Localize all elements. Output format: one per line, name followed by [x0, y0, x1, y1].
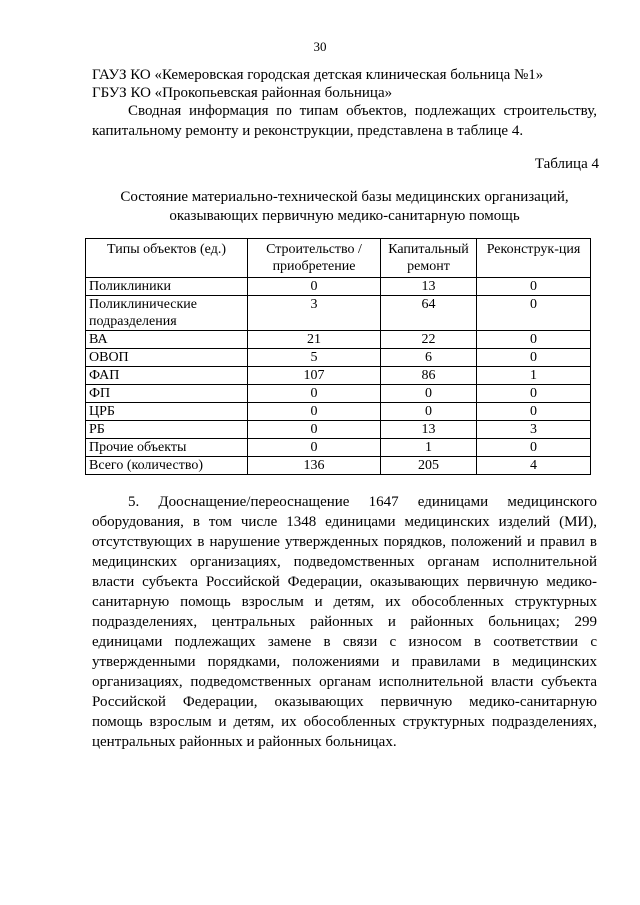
cell-construction: 0 — [248, 403, 381, 421]
org-line-2: ГБУЗ КО «Прокопьевская районная больница» — [92, 85, 393, 101]
table-body — [86, 278, 591, 475]
cell-repair: 13 — [381, 421, 477, 439]
cell-reconstruction: 0 — [477, 403, 591, 421]
header-reconstruction: Реконструк-ция — [477, 239, 591, 278]
table-header-row — [86, 239, 591, 278]
cell-construction: 0 — [248, 385, 381, 403]
paragraph-5: 5. Дооснащение/переоснащение 1647 единицами медицинского оборудования, в том числе 1348 единицами медицинских изделий (МИ), отсутствующих в нарушение утвержденных порядков, положений и правил в медицинских организациях, подведомственных органам исполнительной власти субъекта Российской Федерации, оказывающих первичную медико-санитарную помощь взрослым и детям, их обособленных структурных подразделениях, центральных районных и районных больницах; 299 единицами подлежащих замене в связи с износом в соответствии с утвержденными порядками, положениями и правилами в медицинских организациях, подведомственных органам исполнительной власти субъекта Российской Федерации, оказывающих первичную медико-санитарную помощь взрослым и детям, их обособленных структурных подразделениях, центральных районных и районных больницах. — [92, 494, 597, 750]
cell-repair: 0 — [381, 403, 477, 421]
cell-object-type: ФАП — [86, 367, 248, 385]
table-row — [86, 403, 591, 421]
cell-construction: 107 — [248, 367, 381, 385]
cell-reconstruction: 3 — [477, 421, 591, 439]
page-number: 30 — [313, 39, 327, 54]
cell-object-type: ЦРБ — [86, 403, 248, 421]
table-label: Таблица 4 — [534, 156, 599, 172]
cell-reconstruction: 4 — [477, 457, 591, 475]
cell-construction: 21 — [248, 331, 381, 349]
cell-repair: 13 — [381, 278, 477, 296]
cell-repair: 0 — [381, 385, 477, 403]
table-row — [86, 457, 591, 475]
cell-object-type: Поликлиники — [86, 278, 248, 296]
table-title: Состояние материально-технической базы медицинских организаций, оказывающих первичную медико-санитарную помощь — [120, 189, 569, 224]
table-row — [86, 385, 591, 403]
cell-repair: 6 — [381, 349, 477, 367]
cell-repair: 86 — [381, 367, 477, 385]
cell-construction: 5 — [248, 349, 381, 367]
cell-repair: 1 — [381, 439, 477, 457]
table-row — [86, 331, 591, 349]
table-row — [86, 349, 591, 367]
cell-construction: 3 — [248, 296, 381, 331]
table-row — [86, 296, 591, 331]
cell-reconstruction: 0 — [477, 385, 591, 403]
table-row — [86, 421, 591, 439]
table-row — [86, 367, 591, 385]
header-repair: Капитальный ремонт — [381, 239, 477, 278]
org-line-1: ГАУЗ КО «Кемеровская городская детская клиническая больница №1» — [92, 67, 544, 83]
cell-object-type: Всего (количество) — [86, 457, 248, 475]
cell-object-type: ОВОП — [86, 349, 248, 367]
cell-repair: 22 — [381, 331, 477, 349]
cell-reconstruction: 1 — [477, 367, 591, 385]
intro-paragraph: Сводная информация по типам объектов, подлежащих строительству, капитальному ремонту и реконструкции, представлена в таблице 4. — [92, 103, 597, 139]
cell-repair: 64 — [381, 296, 477, 331]
table-row — [86, 439, 591, 457]
cell-object-type: Прочие объекты — [86, 439, 248, 457]
cell-reconstruction: 0 — [477, 278, 591, 296]
cell-reconstruction: 0 — [477, 439, 591, 457]
cell-object-type: Поликлинические подразделения — [86, 296, 248, 331]
cell-object-type: РБ — [86, 421, 248, 439]
cell-reconstruction: 0 — [477, 331, 591, 349]
cell-repair: 205 — [381, 457, 477, 475]
facilities-table — [85, 238, 591, 475]
cell-construction: 0 — [248, 278, 381, 296]
header-object-type: Типы объектов (ед.) — [86, 239, 248, 278]
header-construction: Строительство / приобретение — [248, 239, 381, 278]
cell-object-type: ВА — [86, 331, 248, 349]
cell-construction: 0 — [248, 439, 381, 457]
cell-construction: 136 — [248, 457, 381, 475]
cell-reconstruction: 0 — [477, 349, 591, 367]
table-row — [86, 278, 591, 296]
cell-object-type: ФП — [86, 385, 248, 403]
cell-construction: 0 — [248, 421, 381, 439]
cell-reconstruction: 0 — [477, 296, 591, 331]
